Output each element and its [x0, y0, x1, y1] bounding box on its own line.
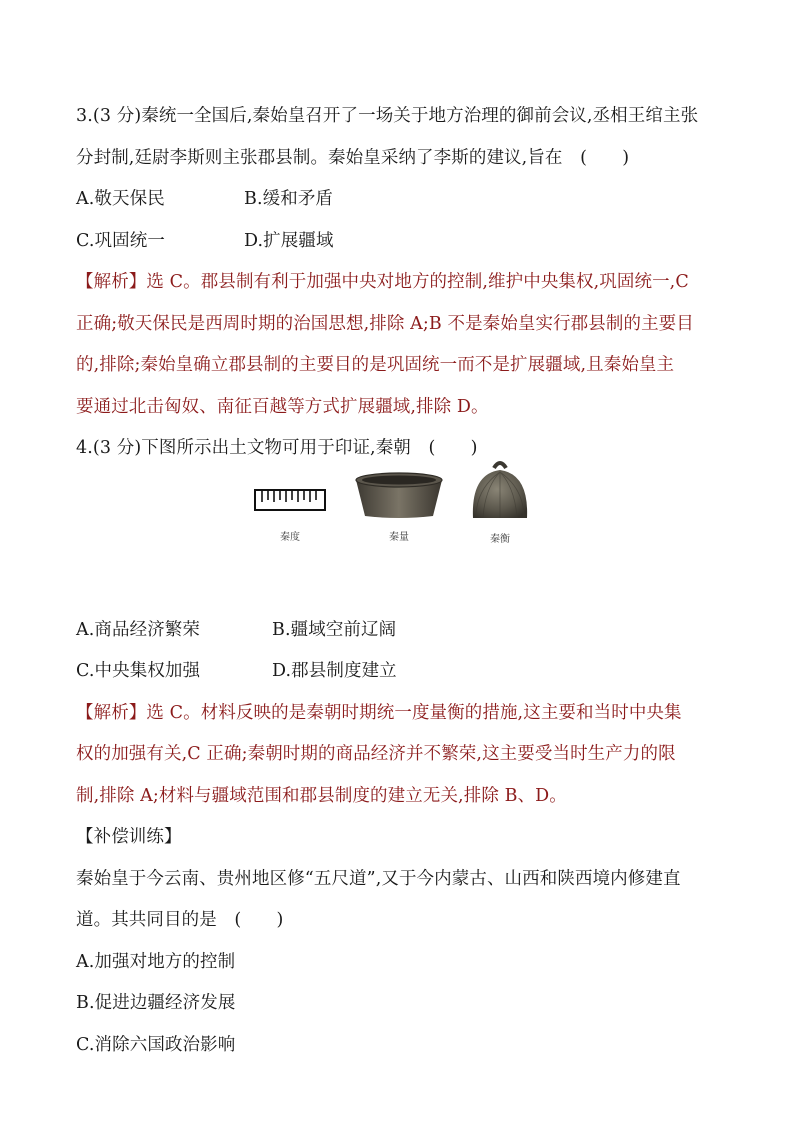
- ruler-icon: [254, 484, 326, 516]
- qin-measure-artifact: [353, 470, 445, 543]
- caption-qin-liang: 秦量: [389, 531, 409, 543]
- q4-analysis-tag: 【解析】: [76, 702, 147, 723]
- q3-analysis-tag: 【解析】: [76, 272, 147, 292]
- q3-option-d: D.扩展疆域: [244, 230, 334, 251]
- q3-analysis-line-2: 正确;敬天保民是西周时期的治国思想,排除 A;B 不是秦始皇实行郡县制的主要目: [76, 313, 694, 334]
- q3-analysis-text-1: 选 C。郡县制有利于加强中央对地方的控制,维护中央集权,巩固统一,C: [146, 272, 689, 292]
- q4-artifact-figure: [76, 470, 726, 610]
- supplement-option-c: C.消除六国政治影响: [76, 1034, 236, 1055]
- supplement-option-a: A.加强对地方的控制: [76, 951, 236, 972]
- q4-analysis-line-2: 权的加强有关,C 正确;秦朝时期的商品经济并不繁荣,这主要受当时生产力的限: [76, 744, 676, 764]
- q4-options-row-1: [76, 610, 726, 652]
- caption-qin-du: 秦度: [280, 531, 300, 543]
- q4-option-a: A.商品经济繁荣: [76, 619, 201, 640]
- q4-analysis-text-1: 选 C。材料反映的是秦朝时期统一度量衡的措施,这主要和当时中央集: [146, 702, 682, 723]
- q4-option-b: B.疆域空前辽阔: [272, 619, 397, 640]
- q4-stem: 4.(3 分)下图所示出土文物可用于印证,秦朝 ( ): [76, 438, 478, 458]
- qin-ruler-artifact: [254, 484, 326, 543]
- q3-option-c: C.巩固统一: [76, 230, 165, 251]
- q3-stem-line-1: 3.(3 分)秦统一全国后,秦始皇召开了一场关于地方治理的御前会议,丞相王绾主张: [76, 106, 699, 126]
- q4-analysis-line-3: 制,排除 A;材料与疆域范围和郡县制度的建立无关,排除 B、D。: [76, 785, 567, 806]
- q3-stem-line-2: 分封制,廷尉李斯则主张郡县制。秦始皇采纳了李斯的建议,旨在 ( ): [76, 147, 630, 168]
- q4-option-c: C.中央集权加强: [76, 661, 201, 681]
- qin-weight-artifact: [469, 458, 531, 545]
- supplement-stem-line-2: 道。其共同目的是 ( ): [76, 910, 284, 930]
- q3-options-row-1: [76, 179, 726, 221]
- q4-analysis-line-1: [76, 693, 726, 735]
- weight-icon: [469, 458, 531, 522]
- measuring-vessel-icon: [353, 470, 445, 520]
- q3-analysis-line-4: 要通过北击匈奴、南征百越等方式扩展疆域,排除 D。: [76, 396, 489, 417]
- q3-options-row-2: [76, 221, 726, 263]
- q4-options-row-2: [76, 651, 726, 693]
- document-page: [76, 96, 726, 1066]
- caption-qin-heng: 秦衡: [490, 533, 510, 545]
- q3-analysis-line-1: [76, 262, 726, 304]
- q3-option-b: B.缓和矛盾: [244, 189, 334, 209]
- q3-analysis-line-3: 的,排除;秦始皇确立郡县制的主要目的是巩固统一而不是扩展疆域,且秦始皇主: [76, 355, 675, 375]
- supplement-stem-line-1: 秦始皇于今云南、贵州地区修“五尺道”,又于今内蒙古、山西和陕西境内修建直: [76, 868, 681, 889]
- supplement-header: 【补偿训练】: [76, 827, 182, 847]
- supplement-option-b: B.促进边疆经济发展: [76, 993, 236, 1013]
- q3-option-a: A.敬天保民: [76, 189, 165, 209]
- q4-option-d: D.郡县制度建立: [272, 661, 397, 681]
